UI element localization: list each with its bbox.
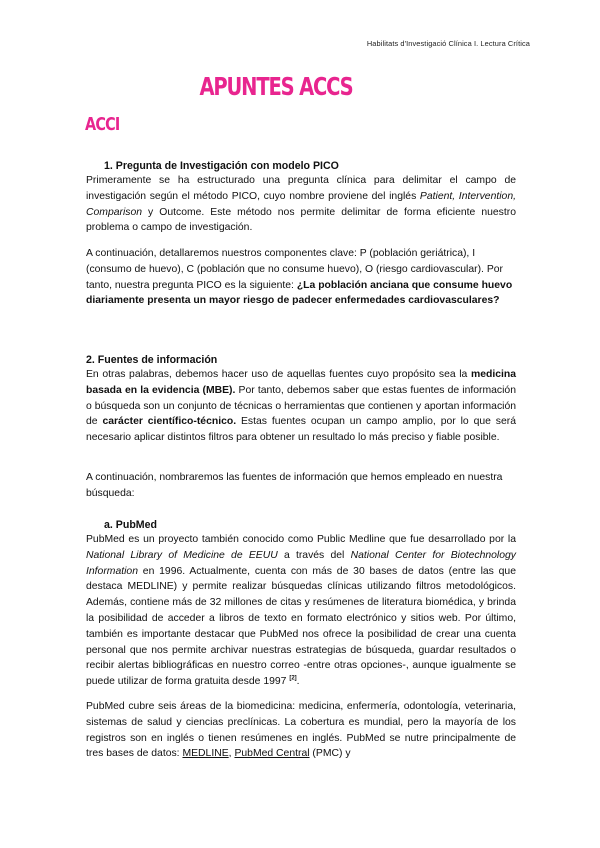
section-2-paragraph-1: En otras palabras, debemos hacer uso de aquellas fuentes cuyo propósito sea la medicina basada en la evidencia (MBE). Por tanto, debemos saber que estas fuentes de información o búsqueda son un conjunto de técnicas o herramientas que contienen y aportan información de carácter científico-técnico. Estas fuentes ocupan un campo amplio, por lo que será necesario aplicar distintos filtros para obtener un resultado lo más preciso y fiable posible. [86,369,516,444]
pubmed-paragraph-1: PubMed es un proyecto también conocido como Public Medline que fue desarrollado por la National Library of Medicine de EEUU a través del National Center for Biotechnology Information en 1996. Actualmente, cuenta con más de 30 bases de datos (entre las que destaca MEDLINE) y permite realizar búsquedas clínicas utilizando filtros metodológicos. Además, contiene más de 32 millones de citas y resúmenes de literatura biomédica, y brinda la posibilidad de acceder a libros de texto en formato electrónico y sitios web. Por último, también es importante destacar que PubMed nos ofrece la posibilidad de crear una cuenta personal que nos permite archivar nuestras estrategias de búsqueda, guardar resultados o recibir alertas bibliográficas en nuestro correo -entre otras opciones-, aunque igualmente se puede utilizar de forma gratuita desde 1997 [2]. [86,534,516,688]
pubmed-central-link[interactable]: PubMed Central [234,748,310,760]
pubmed-heading: a. PubMed [104,519,157,531]
section-1-paragraph-1: Primeramente se ha estructurado una pregunta clínica para delimitar el campo de investigación según el método PICO, cuyo nombre proviene del inglés Patient, Intervention, Comparison y Outcome. Este método nos permite delimitar de forma eficiente nuestro problema o campo de investigación. [86,175,516,234]
section-2-paragraph-2: A continuación, nombraremos las fuentes de información que hemos empleado en nuestra búsqueda: [86,472,503,499]
section-1-heading: 1. Pregunta de Investigación con modelo PICO [104,160,339,172]
citation-reference: [2] [289,675,297,682]
pico-terms: Patient, Intervention, Comparison [86,190,516,218]
section-2-heading: 2. Fuentes de información [86,354,218,366]
page-subtitle: ACCI [85,114,120,135]
pubmed-paragraph-2: PubMed cubre seis áreas de la biomedicina: medicina, enfermería, odontología, veterinaria, sistemas de salud y ciencias preclínicas. La cobertura es mundial, pero la mayoría de los registros son en inglés o tienen resúmenes en inglés. PubMed se nutre principalmente de tres bases de datos: MEDLINE, PubMed Central (PMC) y [86,701,516,760]
running-header: Habilitats d'Investigació Clínica I. Lectura Crítica [366,39,530,48]
medline-link[interactable]: MEDLINE [182,748,229,760]
page-title: APUNTES ACCS [199,72,353,101]
pico-question: ¿La población anciana que consume huevo diariamente presenta un mayor riesgo de padecer enfermedades cardiovasculares? [86,279,513,307]
section-1-paragraph-2: A continuación, detallaremos nuestros componentes clave: P (población geriátrica), I (consumo de huevo), C (población que no consume huevo), O (riesgo cardiovascular). Por tanto, nuestra pregunta PICO es la siguiente: ¿La población anciana que consume huevo diariamente presenta un mayor riesgo de padecer enfermedades cardiovasculares? [86,248,513,307]
